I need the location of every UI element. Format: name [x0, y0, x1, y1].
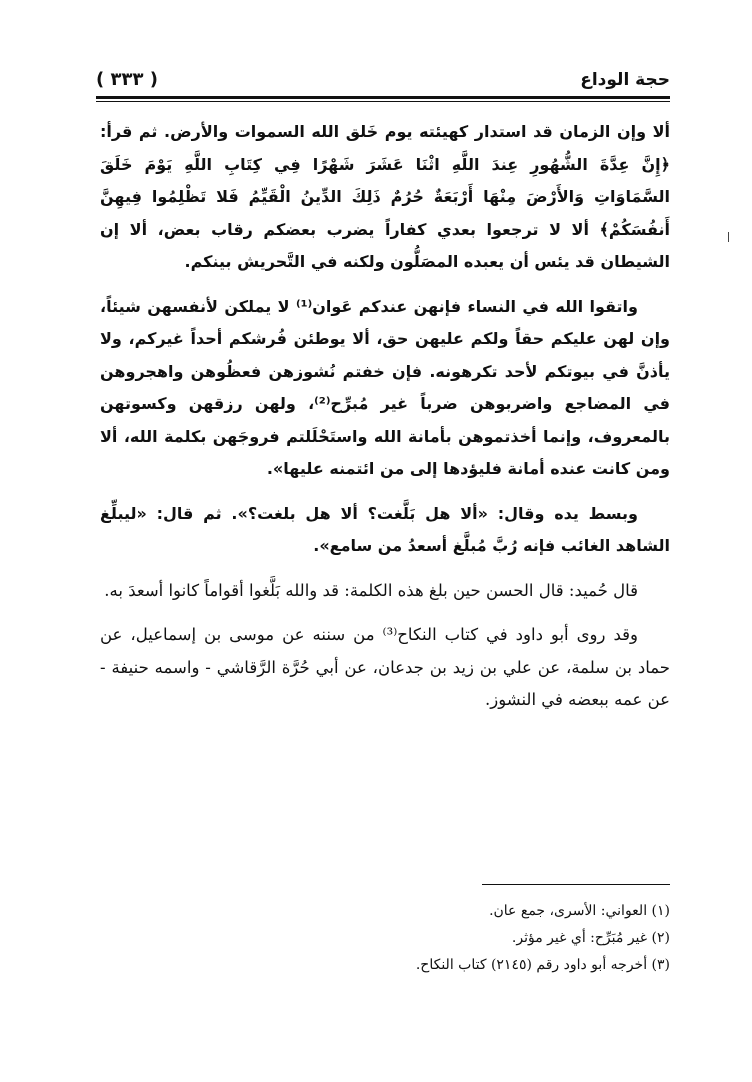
- footnote-3: (٣) أخرجه أبو داود رقم (٢١٤٥) كتاب النكاح.: [415, 957, 670, 973]
- body-text: [100, 116, 670, 729]
- paragraph-1: ألا وإن الزمان قد استدار كهيئته يوم خَلق الله السموات والأرض. ثم قرأ: ﴿إِنَّ عِدَّةَ الشُّهُورِ عِندَ اللَّهِ اثْنَا عَشَرَ شَهْرًا فِي كِتَابِ اللَّهِ يَوْمَ خَلَقَ السَّمَاوَاتِ وَالأَرْضَ مِنْهَا أَرْبَعَةٌ حُرُمٌ ذَلِكَ الدِّينُ الْقَيِّمُ فَلا تَظْلِمُوا فِيهِنَّ أَنفُسَكُمْ﴾ ألا لا ترجعوا بعدي كفاراً يضرب بعضكم رقاب بعض، ألا إن الشيطان قد يئس أن يعبده المصَلُّون ولكنه في التَّحريش بينكم.: [100, 122, 670, 271]
- margin-mark: [728, 232, 729, 242]
- footnote-2: (٢) غير مُبَرِّح: أي غير مؤثر.: [511, 930, 670, 946]
- page-number: ( ٣٣٣ ): [96, 69, 158, 90]
- paragraph-4: قال حُميد: قال الحسن حين بلغ هذه الكلمة: قد والله بَلَّغوا أقواماً كانوا أسعدَ به.: [104, 580, 638, 600]
- header-rule-thin: [96, 101, 670, 102]
- running-title: حجة الوداع: [580, 70, 670, 90]
- paragraph-5: وقد روى أبو داود في كتاب النكاح⁽³⁾ من سننه عن موسى بن إسماعيل، عن حماد بن سلمة، عن علي بن زيد بن جدعان، عن أبي حُرَّة الرَّقاشي - واسمه حنيفة - عن عمه ببعضه في النشوز.: [100, 625, 670, 709]
- footnote-1: (١) العواني: الأسرى، جمع عان.: [489, 903, 670, 919]
- footnote-rule: [482, 884, 670, 885]
- paragraph-2: واتقوا الله في النساء فإنهن عندكم عَوان⁽¹⁾ لا يملكن لأنفسهن شيئاً، وإن لهن عليكم حقاً ولكم عليهن حق، ألا يوطئن فُرشكم أحداً غيركم، ولا يأذنَّ في بيوتكم لأحد تكرهونه. فإن خفتم نُشوزهن فعظُوهن واهجروهن في المضاجع واضربوهن ضرباً غير مُبرِّح⁽²⁾، ولهن رزقهن وكسوتهن بالمعروف، وإنما أخذتموهن بأمانة الله واستَحْلَلتم فروجَهن بكلمة الله، ألا ومن كانت عنده أمانة فليؤدها إلى من ائتمنه عليها».: [100, 296, 671, 478]
- header-rule: [96, 96, 670, 99]
- footnotes: [100, 898, 670, 979]
- paragraph-3: وبسط يده وقال: «ألا هل بَلَّغت؟ ألا هل بلغت؟». ثم قال: «ليبلِّغ الشاهد الغائب فإنه رُبَّ مُبلَّغ أسعدُ من سامع».: [100, 503, 670, 555]
- page-header: [96, 60, 670, 94]
